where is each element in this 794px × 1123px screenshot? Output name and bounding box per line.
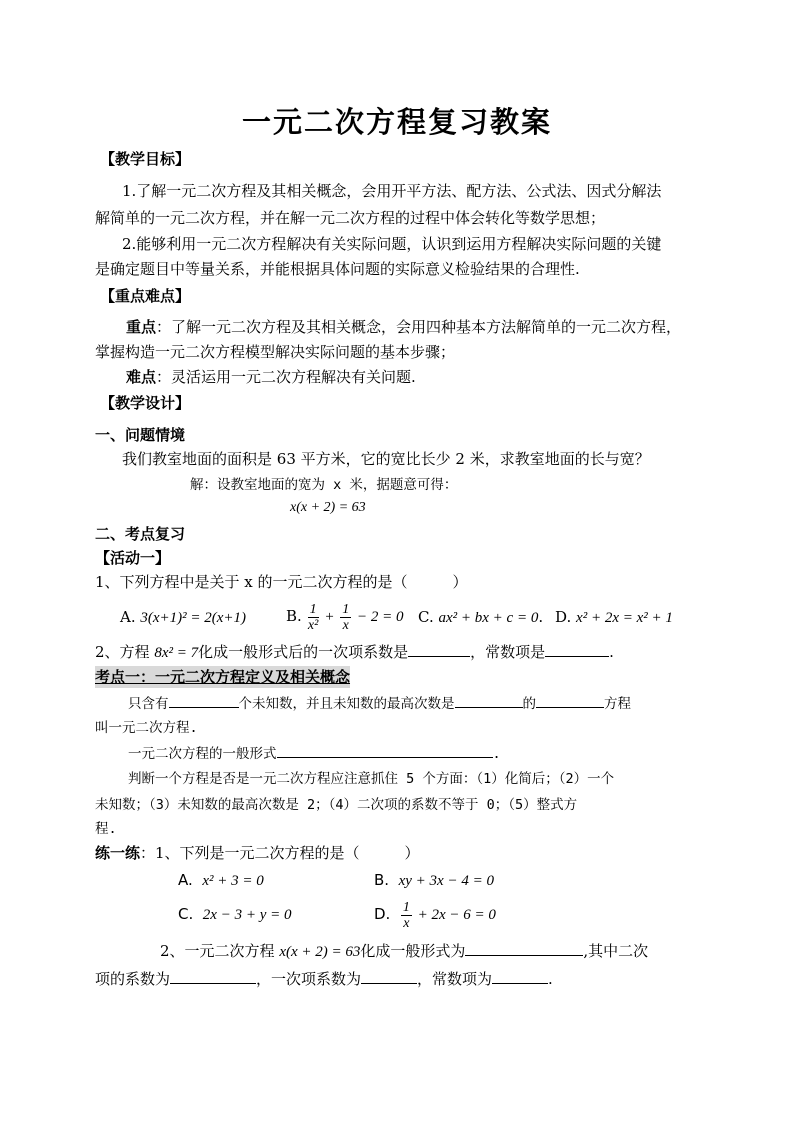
option-a-label: A.: [120, 608, 136, 626]
practice-label: 练一练: [95, 844, 141, 862]
concept-heading: 考点一：一元二次方程定义及相关概念: [95, 668, 351, 686]
practice-option-c: C. 2x − 3 + y = 0: [178, 905, 292, 923]
answer-blank[interactable]: [361, 968, 417, 984]
q1-option-a: [120, 606, 246, 629]
answer-blank[interactable]: [169, 692, 239, 708]
concept-line-3: 一元二次方程的一般形式 .: [128, 742, 501, 765]
key-text: ：了解一元二次方程及其相关概念，会用四种基本方法解简单的一元二次方程，: [156, 318, 682, 336]
difficulty-text: ：灵活运用一元二次方程解决有关问题.: [156, 368, 416, 386]
concept-line-1: 只含有 个未知数，并且未知数的最高次数是 的 方程: [128, 692, 631, 715]
part1-heading: 一、问题情境: [95, 426, 186, 444]
option-b-tail: − 2 = 0: [357, 609, 404, 625]
question-2: 2、方程 8x² = 7化成一般形式后的一次项系数是 ，常数项是 .: [95, 643, 614, 661]
concept-line-4: 判断一个方程是否是一元二次方程应注意抓住 5 个方面：（1）化简后；（2）一个: [128, 771, 615, 787]
option-d-expr: x² + 2x = x² + 1: [576, 610, 673, 626]
objective-2-line-2: 是确定题目中等量关系，并能根据具体问题的实际意义检验结果的合理性.: [95, 260, 580, 278]
answer-blank[interactable]: [408, 641, 470, 657]
solution-text: 解：设教室地面的宽为 x 米，据题意可得：: [190, 477, 458, 493]
option-c-expr: ax² + bx + c = 0: [438, 610, 539, 626]
problem-text: 我们教室地面的面积是 63 平方米，它的宽比长少 2 米，求教室地面的长与宽？: [122, 450, 650, 468]
objectives-heading: 【教学目标】: [100, 150, 191, 168]
option-a-expr: 3(x+1)² = 2(x+1): [140, 610, 247, 626]
key-point-line-1: [126, 316, 681, 338]
answer-blank[interactable]: [536, 692, 604, 708]
fraction-1-over-x: $\frac{1}{x}$: [402, 899, 410, 931]
practice-c-expr: 2x − 3 + y = 0: [202, 907, 292, 923]
difficulty-label: 难点: [126, 368, 157, 386]
equation: x(x + 2) = 63: [290, 500, 366, 515]
practice-option-d: D. $\frac{1}{x}$ + 2x − 6 = 0: [374, 899, 496, 931]
activity-heading: 【活动一】: [95, 549, 171, 567]
option-d-label: D.: [555, 608, 572, 626]
practice-a-expr: x² + 3 = 0: [202, 873, 264, 889]
practice-q2-equation: x(x + 2) = 63: [279, 944, 361, 960]
concept-line-6: 程.: [95, 821, 117, 837]
question-1: 1、下列方程中是关于 x 的一元二次方程的是（ ）: [95, 573, 468, 591]
practice-d-tail: + 2x − 6 = 0: [417, 907, 496, 923]
key-points-heading: 【重点难点】: [100, 287, 191, 305]
concept-line-2: 叫一元二次方程.: [95, 720, 198, 736]
option-b-label: B.: [286, 607, 302, 625]
objective-1-line-2: 解简单的一元二次方程，并在解一元二次方程的过程中体会转化等数学思想；: [95, 209, 606, 227]
difficulty-line: [126, 366, 416, 388]
answer-blank[interactable]: [170, 968, 256, 984]
practice-question-2-line-2: 项的系数为 ，一次项系数为 ，常数项为 .: [95, 970, 553, 988]
concept-line-5: 未知数；（3）未知数的最高次数是 2；（4）二次项的系数不等于 0；（5）整式方: [95, 797, 578, 813]
answer-blank[interactable]: [465, 940, 583, 956]
fraction-1-over-x: $\frac{1}{x}$: [342, 601, 350, 633]
option-c-label: C.: [418, 608, 434, 626]
answer-blank[interactable]: [277, 742, 493, 758]
practice-b-expr: xy + 3x − 4 = 0: [398, 873, 494, 889]
objective-1-line-1: 1.了解一元二次方程及其相关概念，会用开平方法、配方法、公式法、因式分解法: [122, 182, 662, 200]
page-title: 一元二次方程复习教案: [241, 105, 552, 139]
design-heading: 【教学设计】: [100, 394, 191, 412]
part2-heading: 二、考点复习: [95, 525, 186, 543]
practice-question-1: 练一练：1、下列是一元二次方程的是（ ）: [95, 844, 420, 862]
answer-blank[interactable]: [492, 968, 548, 984]
practice-option-a: A. x² + 3 = 0: [178, 871, 264, 889]
q1-option-d: [555, 606, 673, 629]
q2-equation: 8x² = 7: [154, 645, 199, 661]
q1-option-c: C. ax² + bx + c = 0.: [418, 608, 544, 626]
practice-option-b: B. xy + 3x − 4 = 0: [374, 871, 494, 889]
key-label: 重点: [126, 318, 157, 336]
practice-question-2-line-1: 2、一元二次方程 x(x + 2) = 63化成一般形式为 ,其中二次: [160, 942, 649, 960]
key-point-line-2: 掌握构造一元二次方程模型解决实际问题的基本步骤；: [95, 343, 456, 361]
answer-blank[interactable]: [545, 641, 609, 657]
answer-blank[interactable]: [455, 692, 523, 708]
q1-option-b: B. $\frac{1}{\text{x²}}$ + $\frac{1}{x}$ − 2 = 0: [286, 601, 404, 633]
fraction-1-over-x2: $\frac{1}{\text{x²}}$: [307, 601, 319, 633]
objective-2-line-1: 2.能够利用一元二次方程解决有关实际问题，认识到运用方程解决实际问题的关键: [122, 235, 662, 253]
